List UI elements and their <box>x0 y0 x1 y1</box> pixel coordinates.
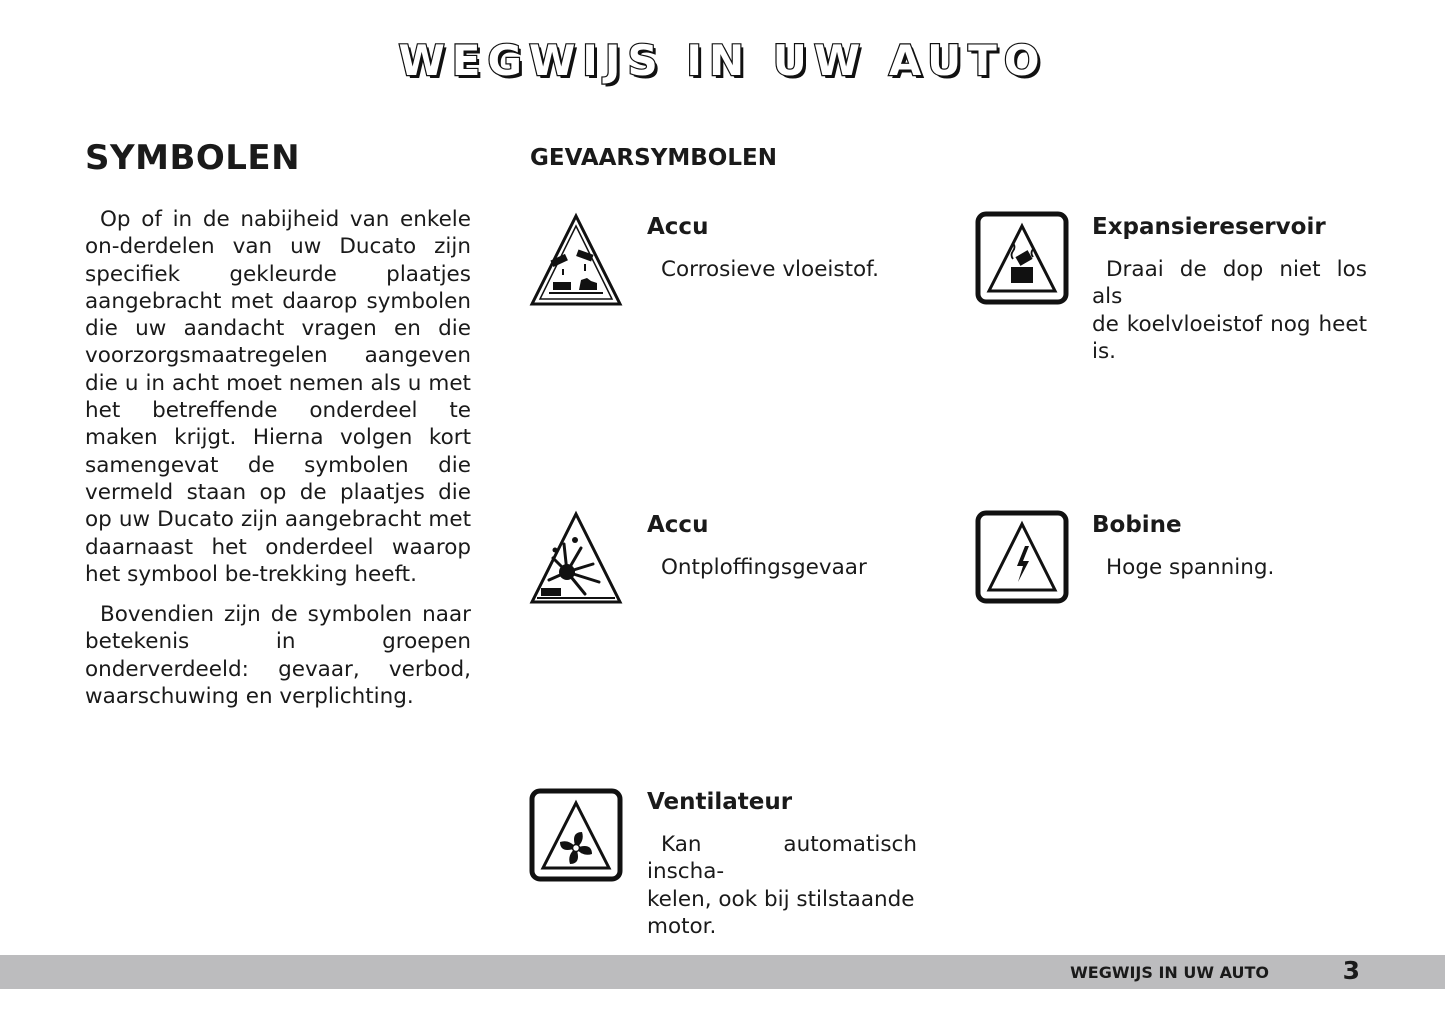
symbol-description <box>647 831 917 940</box>
symbol-description: Corrosieve vloeistof. <box>661 257 880 282</box>
symbol-name: Expansiereservoir <box>1092 214 1326 240</box>
hot-coolant-icon <box>975 211 1069 305</box>
symbol-description-line: de koelvloeistof nog heet is. <box>1092 311 1367 364</box>
hazard-symbols-title: GEVAARSYMBOLEN <box>530 145 777 171</box>
symbol-description: Hoge spanning. <box>1106 555 1275 580</box>
section-title: SYMBOLEN <box>85 138 301 178</box>
symbol-description <box>1092 256 1367 365</box>
page-number: 3 <box>1342 956 1360 985</box>
symbol-name: Ventilateur <box>647 789 793 815</box>
corrosive-icon <box>529 212 623 306</box>
symbol-description-line: Draai de dop niet los als <box>1092 257 1367 310</box>
intro-paragraph: Op of in de nabijheid van enkele on-derdelen van uw Ducato zijn specifiek gekleurde plaatjes aangebracht met daarop symbolen die uw aandacht vragen en die voorzorgsmaatregelen aangeven die u in acht moet nemen als u met het betreffende onderdeel te maken krijgt. Hierna volgen kort samengevat de symbolen die vermeld staan op de plaatjes die op uw Ducato zijn aangebracht met daarnaast het onderdeel waarop het symbool be-trekking heeft. <box>85 207 471 587</box>
symbol-description-line: motor. <box>647 913 717 939</box>
page-title: WEGWIJS IN UW AUTO <box>398 36 1047 85</box>
intro-text <box>85 206 471 723</box>
symbol-name: Accu <box>647 512 709 538</box>
symbol-description-line: kelen, ook bij stilstaande <box>647 886 915 912</box>
symbol-name: Accu <box>647 214 709 240</box>
symbol-name: Bobine <box>1092 512 1182 538</box>
fan-icon <box>529 788 623 882</box>
intro-paragraph: Bovendien zijn de symbolen naar betekenis in groepen onderverdeeld: gevaar, verbod, waarschuwing en verplichting. <box>85 602 471 710</box>
explosion-icon <box>529 510 623 604</box>
symbol-description-line: Kan automatisch inscha- <box>647 832 917 885</box>
footer-label: WEGWIJS IN UW AUTO <box>1070 963 1269 982</box>
symbol-description: Ontploffingsgevaar <box>661 555 867 580</box>
footer-bar <box>0 955 1445 989</box>
high-voltage-icon <box>975 510 1069 604</box>
